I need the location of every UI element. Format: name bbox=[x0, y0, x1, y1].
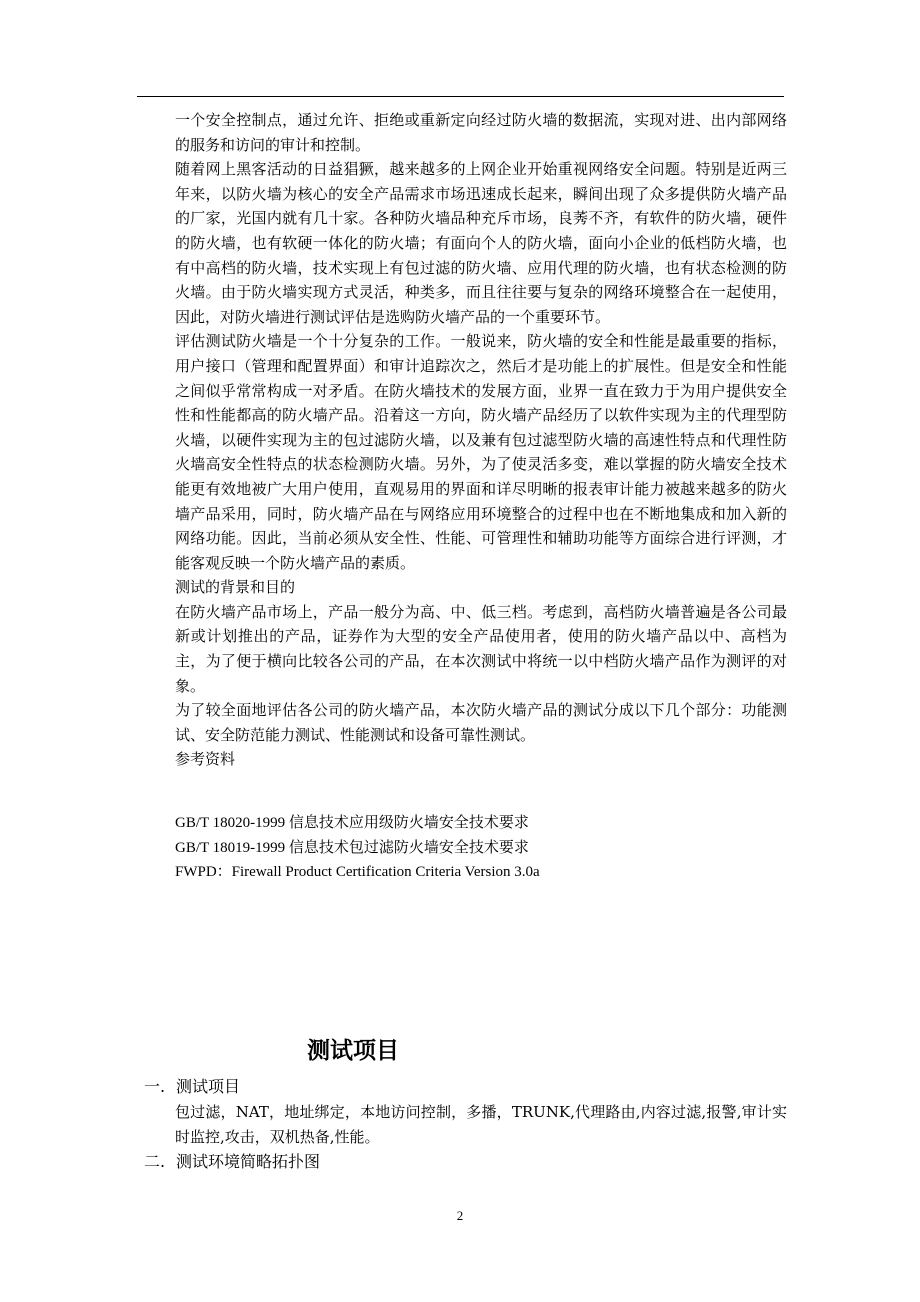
reference-item: FWPD：Firewall Product Certification Criteria Version 3.0a bbox=[175, 864, 540, 880]
section-title: 测试项目 bbox=[176, 1077, 241, 1096]
subheading-background: 测试的背景和目的 bbox=[175, 578, 296, 597]
subheading-references: 参考资料 bbox=[175, 750, 236, 769]
paragraph: 评估测试防火墙是一个十分复杂的工作。一般说来，防火墙的安全和性能是最重要的指标，用户接口（管理和配置界面）和审计追踪次之，然后才是功能上的扩展性。但是安全和性能之间似乎常常构成一对矛盾。在防火墙技术的发展方面，业界一直在致力于为用户提供安全性和性能都高的防火墙产品。沿着这一方向，防火墙产品经历了以软件实现为主的代理型防火墙，以硬件实现为主的包过滤防火墙，以及兼有包过滤型防火墙的高速性特点和代理性防火墙高安全性特点的状态检测防火墙。另外，为了使灵活多变，难以掌握的防火墙安全技术能更有效地被广大用户使用，直观易用的界面和详尽明晰的报表审计能力被越来越多的防火墙产品采用，同时，防火墙产品在与网络应用环境整合的过程中也在不断地集成和加入新的网络功能。因此，当前必须从安全性、性能、可管理性和辅助功能等方面综合进行评测，才能客观反映一个防火墙产品的素质。 bbox=[175, 332, 787, 572]
page-number: 2 bbox=[456, 1208, 464, 1223]
body-text bbox=[175, 108, 787, 772]
page-heading: 测试项目 bbox=[307, 1038, 399, 1064]
section-body: 包过滤，NAT，地址绑定，本地访问控制，多播，TRUNK,代理路由,内容过滤,报警,审计实时监控,攻击，双机热备,性能。 bbox=[175, 1103, 787, 1146]
section-number: 一. bbox=[144, 1077, 166, 1096]
paragraph: 一个安全控制点，通过允许、拒绝或重新定向经过防火墙的数据流，实现对进、出内部网络的服务和访问的审计和控制。 bbox=[175, 111, 787, 154]
header-rule bbox=[137, 96, 784, 97]
section-number: 二. bbox=[144, 1152, 166, 1171]
paragraph: 随着网上黑客活动的日益猖獗，越来越多的上网企业开始重视网络安全问题。特别是近两三年来，以防火墙为核心的安全产品需求市场迅速成长起来，瞬间出现了众多提供防火墙产品的厂家，光国内就有几十家。各种防火墙品种充斥市场，良莠不齐，有软件的防火墙，硬件的防火墙，也有软硬一体化的防火墙；有面向个人的防火墙，面向小企业的低档防火墙，也有中高档的防火墙，技术实现上有包过滤的防火墙、应用代理的防火墙，也有状态检测的防火墙。由于防火墙实现方式灵活，种类多，而且往往要与复杂的网络环境整合在一起使用，因此，对防火墙进行测试评估是选购防火墙产品的一个重要环节。 bbox=[175, 160, 787, 326]
reference-item: GB/T 18020-1999 信息技术应用级防火墙安全技术要求 bbox=[175, 815, 529, 831]
reference-list bbox=[175, 811, 787, 885]
reference-item: GB/T 18019-1999 信息技术包过滤防火墙安全技术要求 bbox=[175, 839, 529, 856]
section-heading bbox=[144, 1075, 240, 1099]
paragraph: 为了较全面地评估各公司的防火墙产品，本次防火墙产品的测试分成以下几个部分：功能测试、安全防范能力测试、性能测试和设备可靠性测试。 bbox=[175, 701, 787, 744]
section-heading bbox=[144, 1150, 320, 1174]
section-title: 测试环境简略拓扑图 bbox=[176, 1152, 321, 1171]
paragraph: 在防火墙产品市场上，产品一般分为高、中、低三档。考虑到，高档防火墙普遍是各公司最新或计划推出的产品，证券作为大型的安全产品使用者，使用的防火墙产品以中、高档为主，为了便于横向比较各公司的产品，在本次测试中将统一以中档防火墙产品作为测评的对象。 bbox=[175, 602, 787, 695]
